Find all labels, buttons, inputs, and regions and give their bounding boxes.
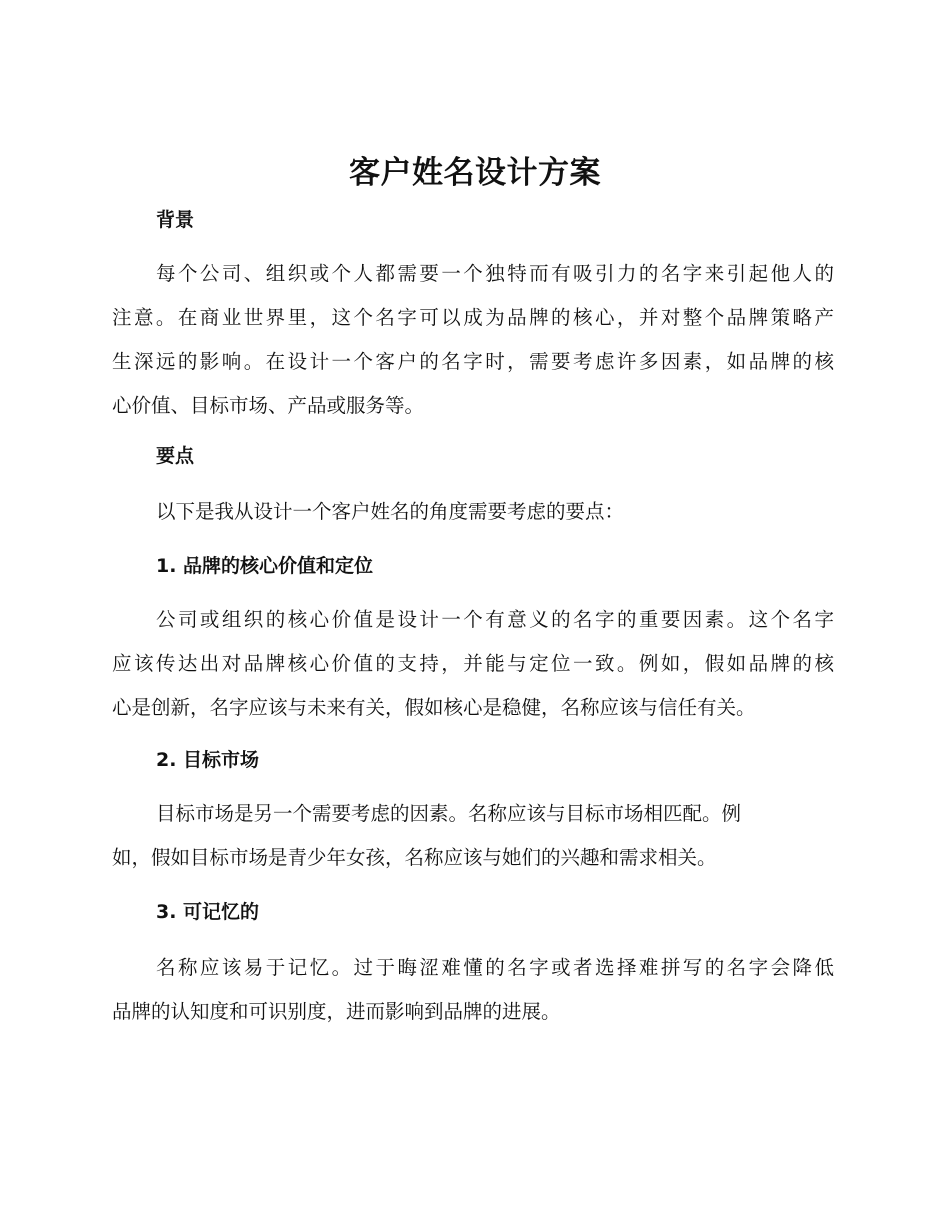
section-heading-target-market: 2. 目标市场 bbox=[156, 749, 260, 771]
section-heading-background: 背景 bbox=[156, 209, 195, 231]
paragraph-line: 以下是我从设计一个客户姓名的角度需要考虑的要点： bbox=[156, 500, 625, 523]
section-heading-core-value: 1. 品牌的核心价值和定位 bbox=[156, 555, 374, 577]
section-heading-memorable: 3. 可记忆的 bbox=[156, 901, 260, 923]
paragraph-line: 注意。在商业世界里，这个名字可以成为品牌的核心，并对整个品牌策略产 bbox=[112, 306, 834, 329]
paragraph-core-value bbox=[112, 598, 834, 730]
paragraph-line: 品牌的认知度和可识别度，进而影响到品牌的进展。 bbox=[112, 1000, 561, 1023]
paragraph-line: 名称应该易于记忆。过于晦涩难懂的名字或者选择难拼写的名字会降低 bbox=[156, 956, 834, 979]
paragraph-background bbox=[112, 252, 834, 428]
paragraph-key-points bbox=[112, 490, 834, 534]
paragraph-line: 应该传达出对品牌核心价值的支持，并能与定位一致。例如，假如品牌的核 bbox=[112, 652, 834, 675]
document-title: 客户姓名设计方案 bbox=[349, 155, 601, 191]
paragraph-target-market bbox=[112, 792, 834, 880]
paragraph-line: 如，假如目标市场是青少年女孩，名称应该与她们的兴趣和需求相关。 bbox=[112, 846, 717, 869]
paragraph-line: 生深远的影响。在设计一个客户的名字时，需要考虑许多因素，如品牌的核 bbox=[112, 350, 834, 373]
paragraph-line: 公司或组织的核心价值是设计一个有意义的名字的重要因素。这个名字 bbox=[156, 608, 834, 631]
paragraph-line: 目标市场是另一个需要考虑的因素。名称应该与目标市场相匹配。例 bbox=[156, 802, 742, 825]
paragraph-line: 心是创新，名字应该与未来有关，假如核心是稳健，名称应该与信任有关。 bbox=[112, 696, 756, 719]
paragraph-line: 心价值、目标市场、产品或服务等。 bbox=[112, 394, 425, 417]
paragraph-memorable bbox=[112, 946, 834, 1034]
paragraph-line: 每个公司、组织或个人都需要一个独特而有吸引力的名字来引起他人的 bbox=[156, 262, 834, 285]
section-heading-key-points: 要点 bbox=[156, 445, 195, 467]
